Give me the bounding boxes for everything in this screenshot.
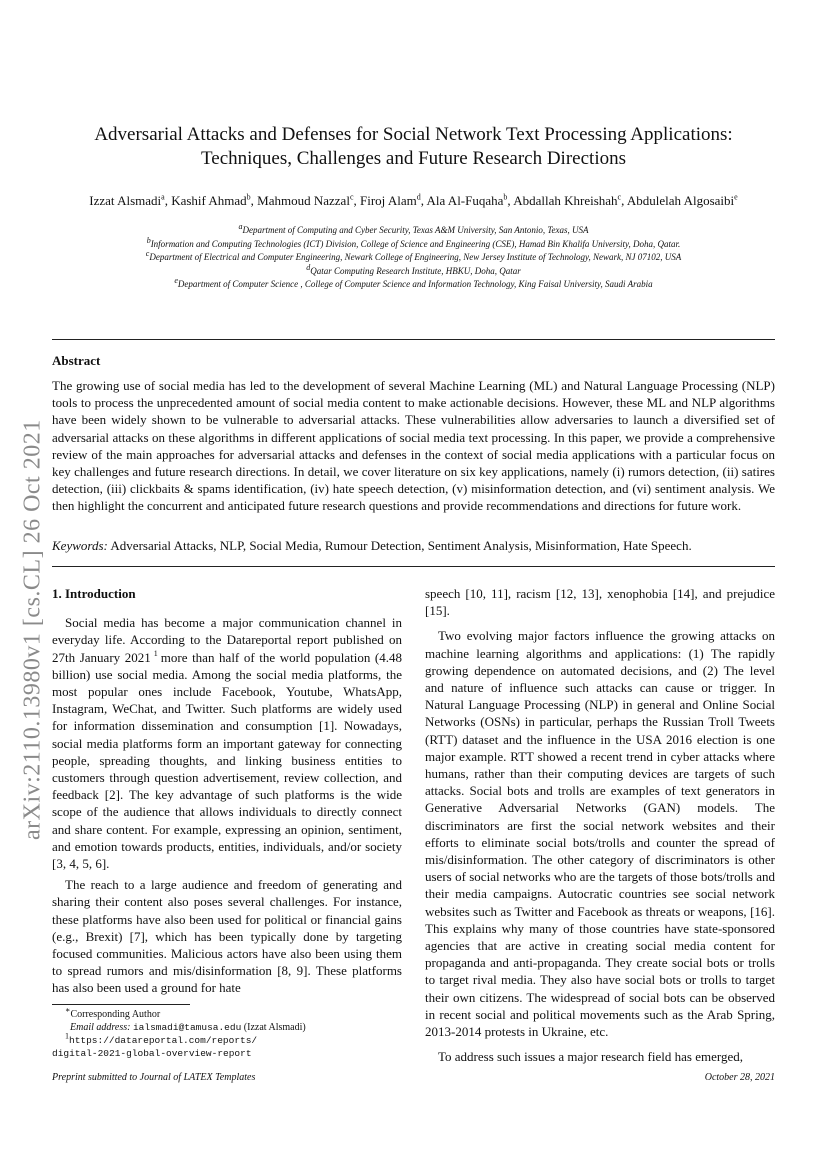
footnotes xyxy=(52,1005,402,1060)
paper-title xyxy=(52,123,775,171)
section-heading: 1. Introduction xyxy=(52,586,136,601)
right-column xyxy=(425,585,775,1065)
arxiv-stamp: arXiv:2110.13980v1 [cs.CL] 26 Oct 2021 xyxy=(19,419,46,841)
author: Abdulelah Algosaibi$^e$ xyxy=(626,192,738,208)
abstract-body: The growing use of social media has led to the development of several Machine Learning (ML) and Natural Language Processing (NLP) tools to process the unprecedented amount of social media content to make actionable decisions. However, these ML and NLP algorithms have been widely shown to be vulnerable to adversarial attacks. These vulnerabilities allow adversaries to launch a diversified set of adversarial attacks on these algorithms in different applications of social media text processing. In this paper, we provide a comprehensive review of the main approaches for adversarial attacks and defenses in the context of social media applications with a particular focus on key challenges and future research directions. In detail, we cover literature on six key applications, namely (i) rumors detection, (ii) satires detection, (iii) clickbaits & spams identification, (iv) hate speech detection, (v) misinformation detection, and (vi) sentiment analysis. We then highlight the concurrent and anticipated future research questions and provide recommendations and directions for future work. xyxy=(52,378,775,514)
author: Firoj Alam$^d$ xyxy=(360,192,421,208)
affiliation: $^c$Department of Electrical and Computer Engineering, Newark College of Engineering, New Jersey Institute of Technology, Newark, NJ 07102, USA xyxy=(145,249,682,262)
author: Mahmoud Nazzal$^c$ xyxy=(257,192,354,208)
abstract-top-rule xyxy=(52,339,775,340)
url-link[interactable]: https://datareportal.com/reports/ xyxy=(69,1035,258,1046)
affiliation: $^e$Department of Computer Science , College of Computer Science and Information Technology, King Faisal University, Saudi Arabia xyxy=(174,276,653,289)
paragraph: Two evolving major factors influence the growing attacks on machine learning algorithms and applications: (1) The rapidly growing dependence on automated decisions, and (2) The level and nature of influence such attacks can cause or trigger. In Natural Language Processing (NLP) in general and Online Social Networks (OSNs) in particular, perhaps the Russian Troll Tweets (RTT) dataset and the influence in the USA 2016 election is one major example. RTT showed a recent trend in cyber attacks where humans, rather than their computing devices are targets of such attacks. Social bots and trolls are examples of text generators in Generative Adversarial Networks (GAN) models. The discriminators are first the social network websites and their efforts to eliminate social bots/trolls and counter the spread of mis/disinformation. The other category of discriminators is other users of social networks who are the targets of those bots/trolls and their media campaigns. Autocratic countries see social network websites such as Twitter and Facebook as threats or weapons, [16]. This explains why many of those countries have state-sponsored agencies that are active in creating social media content for propaganda and anti-propaganda. They create social bots or trolls to target rival media. They also have social bots or trolls to target their own citizens. The widespread of social bots can be observed in recent social and political movements such as the Arab Spring, 2013-2014 protests in Ukraine, etc. xyxy=(425,628,775,1040)
author-list: Izzat Alsmadi$^a$, Kashif Ahmad$^b$, Mahmoud Nazzal$^c$, Firoj Alam$^d$, Ala Al-Fuqaha$^b$, Abdallah Khreishah$^c$, Abdulelah Algosaibi$^e$ xyxy=(89,192,738,208)
corresponding-author-note: ∗Corresponding Author xyxy=(65,1005,161,1020)
email-note: Email address: ialsmadi@tamusa.edu (Izzat Alsmadi) xyxy=(70,1022,306,1033)
abstract-heading: Abstract xyxy=(52,353,101,368)
paragraph: Social media has become a major communication channel in everyday life. According to the Datareportal report published on 27th January 2021 $^1$ more than half of the world population (4.48 billion) use social media. Among the social media platforms, the most popular ones include Facebook, Youtube, WhatsApp, Instagram, WeChat, and Twitter. Such platforms are widely used for information dissemination and consumption [1]. Nowadays, social media platforms form an important gateway for connecting people, spreading thoughts, and linking business entities to customers through question advertisement, review collection, and feedback [2]. The key advantage of such platforms is the wide scope of the audience that allows individuals to directly connect and share content. For example, expressing an opinion, sentiment, and emotion towards products, entities, individuals, and/or society [3, 4, 5, 6]. xyxy=(52,615,402,872)
author: Kashif Ahmad$^b$ xyxy=(171,192,251,208)
footnote-1: $^1$https://datareportal.com/reports/ xyxy=(65,1031,258,1046)
email-link[interactable]: ialsmadi@tamusa.edu xyxy=(132,1022,242,1033)
author: Izzat Alsmadi$^a$ xyxy=(89,192,165,208)
left-column xyxy=(52,585,402,997)
title-line-2: Techniques, Challenges and Future Research Directions xyxy=(201,148,626,169)
keywords-label: Keywords: xyxy=(52,538,108,553)
affiliation-list xyxy=(52,224,775,292)
footnote-mark: 1 xyxy=(153,649,158,659)
keywords-text: Adversarial Attacks, NLP, Social Media, Rumour Detection, Sentiment Analysis, Misinformation, Hate Speech. xyxy=(110,538,692,553)
keywords xyxy=(52,538,775,554)
author: Ala Al-Fuqaha$^b$ xyxy=(426,192,508,208)
affiliation: $^d$Qatar Computing Research Institute, HBKU, Doha, Qatar xyxy=(306,262,521,276)
affiliation: $^a$Department of Computing and Cyber Security, Texas A&M University, San Antonio, Texas, USA xyxy=(238,222,589,235)
url-link[interactable]: digital-2021-global-overview-report xyxy=(52,1048,252,1059)
title-line-1: Adversarial Attacks and Defenses for Social Network Text Processing Applications: xyxy=(94,124,733,145)
paragraph: speech [10, 11], racism [12, 13], xenophobia [14], and prejudice [15]. xyxy=(425,586,775,619)
paragraph: To address such issues a major research field has emerged, xyxy=(438,1049,743,1065)
affiliation: $^b$Information and Computing Technologies (ICT) Division, College of Science and Engineering (CSE), Hamad Bin Khalifa University, Doha, Qatar. xyxy=(146,235,681,249)
paragraph: The reach to a large audience and freedom of generating and sharing their content also poses several challenges. For instance, these platforms have also been used for political or financial gains (e.g., Brexit) [7], which has been typically done by targeting focused communities. Malicious actors have also been using them to spread rumors and mis/disinformation [8, 9]. These platforms has also been used a ground for hate xyxy=(52,877,402,996)
abstract-bottom-rule xyxy=(52,566,775,567)
footer-preprint: Preprint submitted to Journal of LATEX Templates xyxy=(52,1072,256,1083)
author: Abdallah Khreishah$^c$ xyxy=(513,192,622,208)
footnote-rule xyxy=(52,1004,190,1005)
footer-date: October 28, 2021 xyxy=(704,1072,775,1083)
footnote-1-cont xyxy=(52,1047,402,1060)
